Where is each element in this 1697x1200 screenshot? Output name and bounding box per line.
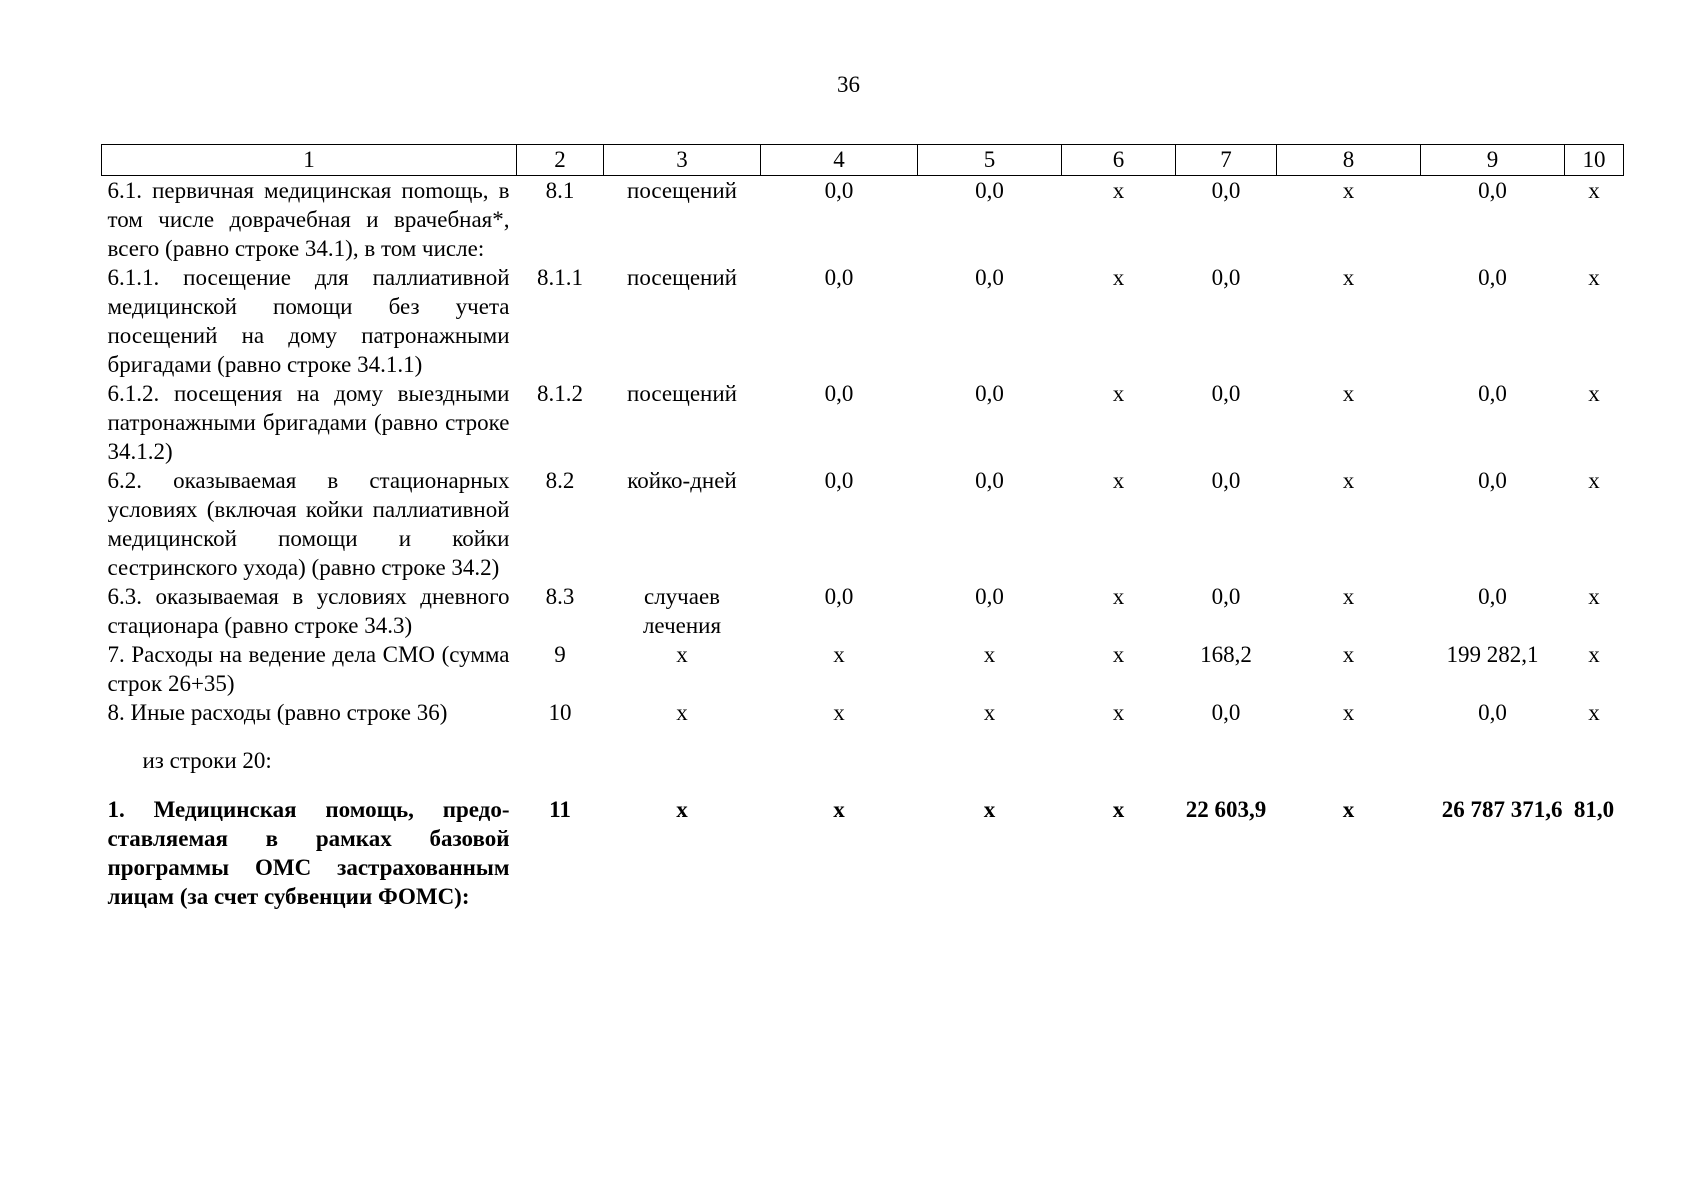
- table-cell: 8.2: [545, 468, 575, 493]
- table-cell: 0,0: [975, 381, 1004, 406]
- table-cell: 0,0: [824, 265, 854, 290]
- table-cell: 0,0: [975, 468, 1004, 493]
- table-cell: х: [676, 700, 688, 725]
- table-cell: 10: [548, 700, 572, 725]
- row-label: 6.1. первичная медицинская поmощь, в том числе доврачебная и врачебная*, всего (равно строке 34.1), в том числе:: [107, 178, 510, 261]
- table-cell: 0,0: [1478, 584, 1507, 609]
- table-cell: 0,0: [975, 584, 1004, 609]
- table-cell: х: [1342, 584, 1355, 609]
- table-cell: 8.1: [545, 178, 575, 203]
- col-header-10: 10: [1565, 145, 1624, 176]
- col-header-9: 9: [1421, 145, 1565, 176]
- table-cell: посещений: [627, 381, 737, 406]
- table-cell: х: [1112, 584, 1125, 609]
- table-cell: 0,0: [1211, 584, 1241, 609]
- col-header-7: 7: [1176, 145, 1277, 176]
- table-cell: 0,0: [1211, 700, 1241, 725]
- data-table: [101, 144, 1624, 911]
- table-cell: х: [1342, 642, 1355, 667]
- table-cell: х: [1342, 178, 1355, 203]
- subheading: из строки 20:: [142, 748, 272, 773]
- table-row: [102, 263, 1624, 379]
- table-row: [102, 698, 1624, 727]
- col-header-3: 3: [604, 145, 761, 176]
- table-cell: 26 787 371,6: [1441, 797, 1563, 822]
- page-number: 36: [837, 72, 860, 97]
- table-cell: 11: [549, 797, 571, 822]
- table-cell: посещений: [627, 265, 737, 290]
- table-cell: х: [833, 700, 845, 725]
- table-row: [102, 582, 1624, 640]
- row-label: 6.2. оказываемая в стационарных условиях (включая койки паллиативной медицинской помощи и койки сестринского ухода) (равно строке 34.2): [107, 468, 510, 580]
- table-row: [102, 466, 1624, 582]
- table-cell: х: [1112, 178, 1125, 203]
- table-cell: 0,0: [824, 468, 854, 493]
- table-cell: 0,0: [1478, 700, 1507, 725]
- table-cell: посещений: [627, 178, 737, 203]
- row-label: 8. Иные расходы (равно строке 36): [107, 700, 448, 725]
- table-cell: х: [1112, 797, 1125, 822]
- table-cell: 0,0: [1211, 178, 1241, 203]
- table-cell: 22 603,9: [1185, 797, 1267, 822]
- table-cell: х: [1588, 700, 1600, 725]
- table-cell: случаев лечения: [642, 584, 722, 638]
- table-row: [102, 795, 1624, 911]
- row-label: 6.3. оказываемая в условиях дневного стационара (равно строке 34.3): [107, 584, 510, 638]
- table-cell: х: [1112, 381, 1125, 406]
- table-cell: х: [983, 797, 996, 822]
- table-cell: 0,0: [824, 584, 854, 609]
- table-cell: х: [1342, 700, 1355, 725]
- table-cell: 0,0: [1211, 468, 1241, 493]
- table-cell: х: [1588, 381, 1600, 406]
- table-row: [102, 176, 1624, 264]
- table-cell: койко-дней: [627, 468, 737, 493]
- table-cell: х: [833, 797, 845, 822]
- table-cell: 0,0: [975, 265, 1004, 290]
- table-cell: х: [676, 797, 688, 822]
- table-row: [102, 379, 1624, 466]
- table-cell: х: [1342, 468, 1355, 493]
- header-row: [102, 145, 1624, 176]
- row-label: 6.1.2. посещения на дому выездными патронажными бригадами (равно строке 34.1.2): [107, 381, 510, 464]
- table-cell: х: [1112, 265, 1125, 290]
- table-cell: 8.1.2: [537, 381, 583, 406]
- table-cell: х: [833, 642, 845, 667]
- table-cell: х: [676, 642, 688, 667]
- table-cell: 81,0: [1573, 797, 1615, 822]
- table-cell: 0,0: [975, 178, 1004, 203]
- table-cell: 8.1.1: [537, 265, 583, 290]
- table-cell: 0,0: [824, 178, 854, 203]
- table-cell: х: [983, 700, 996, 725]
- table-cell: 9: [554, 642, 566, 667]
- table-cell: х: [1588, 178, 1600, 203]
- row-label: 7. Расходы на ведение дела СМО (сумма строк 26+35): [107, 642, 510, 696]
- col-header-6: 6: [1062, 145, 1176, 176]
- row-label: 6.1.1. посещение для паллиативной медицинской помощи без учета посещений на дому патронажными бригадами (равно строке 34.1.1): [107, 265, 510, 377]
- table-cell: х: [1588, 642, 1600, 667]
- table-cell: х: [1112, 642, 1125, 667]
- col-header-8: 8: [1277, 145, 1421, 176]
- table-cell: х: [1342, 797, 1355, 822]
- row-label: 1. Медицинская помощь, предоставляемая в рамках базовой программы ОМС застрахованным лицам (за счет субвенции ФОМС):: [107, 797, 510, 909]
- table-cell: 0,0: [1478, 265, 1507, 290]
- col-header-1: 1: [102, 145, 517, 176]
- table-cell: 168,2: [1200, 642, 1252, 667]
- col-header-2: 2: [517, 145, 604, 176]
- table-cell: х: [1112, 700, 1125, 725]
- col-header-5: 5: [918, 145, 1062, 176]
- table-cell: х: [1342, 265, 1355, 290]
- table-cell: х: [1588, 584, 1600, 609]
- table-row: [102, 640, 1624, 698]
- table-cell: х: [1112, 468, 1125, 493]
- table-cell: 0,0: [1478, 381, 1507, 406]
- table-cell: х: [1342, 381, 1355, 406]
- table-cell: 0,0: [1478, 468, 1507, 493]
- table-cell: 0,0: [1478, 178, 1507, 203]
- table-cell: х: [983, 642, 996, 667]
- table-cell: 8.3: [545, 584, 575, 609]
- table-cell: х: [1588, 468, 1600, 493]
- table-cell: 0,0: [1211, 381, 1241, 406]
- table-cell: 0,0: [1211, 265, 1241, 290]
- subheading-row: [102, 727, 1624, 795]
- table-cell: 0,0: [824, 381, 854, 406]
- table-cell: х: [1588, 265, 1600, 290]
- col-header-4: 4: [761, 145, 918, 176]
- table-cell: 199 282,1: [1446, 642, 1539, 667]
